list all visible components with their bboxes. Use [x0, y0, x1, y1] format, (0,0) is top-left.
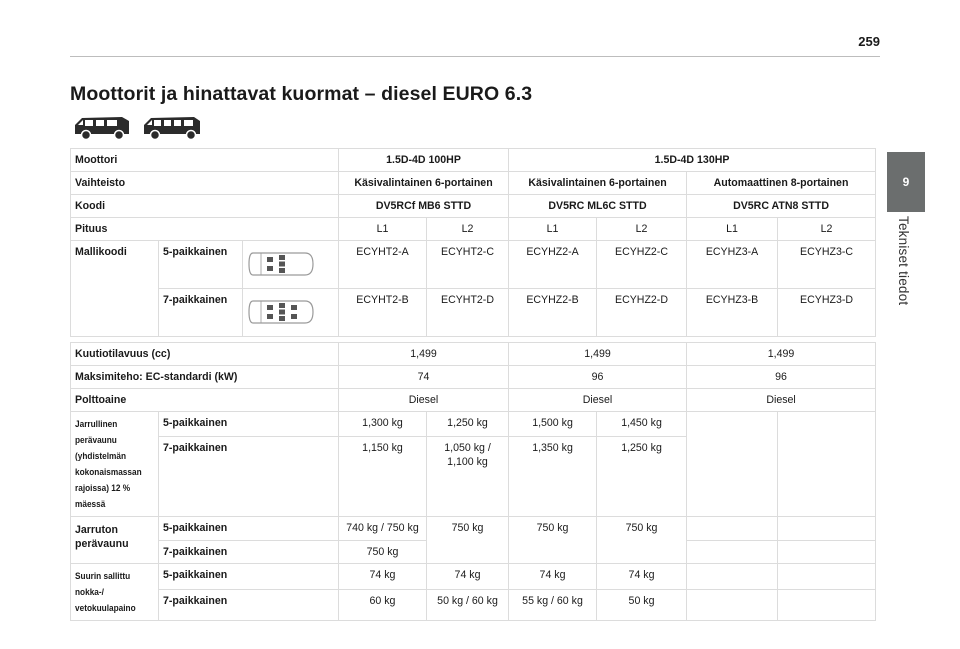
table-row [71, 389, 876, 412]
braked-value: 1,250 kg [427, 412, 509, 437]
gearbox-c: Automaattinen 8-portainen [687, 172, 876, 195]
capacity-value: 1,499 [509, 343, 687, 366]
empty-cell [687, 517, 778, 541]
capacity-value: 1,499 [339, 343, 509, 366]
table-row [71, 564, 876, 590]
model-code: ECYHZ2-B [509, 289, 597, 337]
engine-a: 1.5D-4D 100HP [339, 149, 509, 172]
van-short-icon [72, 113, 132, 141]
braked-value: 1,500 kg [509, 412, 597, 437]
seat-layout-5-icon [247, 249, 317, 279]
table-row [71, 149, 876, 172]
seat-layout-7-icon [247, 297, 317, 327]
length-cell: L1 [509, 218, 597, 241]
model-code: ECYHZ3-B [687, 289, 778, 337]
nose-value: 74 kg [427, 564, 509, 590]
table-row [71, 343, 876, 366]
length-cell: L1 [339, 218, 427, 241]
van-long-icon [142, 113, 202, 141]
model-code: ECYHZ3-C [778, 241, 876, 289]
unbraked-label: Jarruton perävaunu [71, 517, 159, 564]
model-code: ECYHT2-D [427, 289, 509, 337]
table-row [71, 218, 876, 241]
model-label: Mallikoodi [71, 241, 159, 337]
model-code: ECYHZ2-A [509, 241, 597, 289]
nose-value: 55 kg / 60 kg [509, 589, 597, 620]
nose-seat5-label: 5-paikkainen [159, 564, 339, 590]
empty-cell [687, 564, 778, 590]
length-label: Pituus [71, 218, 339, 241]
length-cell: L2 [427, 218, 509, 241]
code-c: DV5RC ATN8 STTD [687, 195, 876, 218]
length-cell: L2 [597, 218, 687, 241]
braked-value: 1,050 kg / 1,100 kg [427, 436, 509, 516]
code-label: Koodi [71, 195, 339, 218]
table-row [71, 195, 876, 218]
gearbox-label: Vaihteisto [71, 172, 339, 195]
model-code: ECYHZ2-C [597, 241, 687, 289]
unbraked-seat7-label: 7-paikkainen [159, 541, 339, 564]
unbraked-value: 750 kg [509, 517, 597, 564]
braked-value: 1,450 kg [597, 412, 687, 437]
braked-value: 1,350 kg [509, 436, 597, 516]
page-number: 259 [858, 34, 880, 49]
empty-cell [778, 589, 876, 620]
power-value: 96 [509, 366, 687, 389]
fuel-value: Diesel [339, 389, 509, 412]
page-title: Moottorit ja hinattavat kuormat – diesel EURO 6.3 [70, 83, 533, 105]
seat-diagram-cell [243, 289, 339, 337]
gearbox-b: Käsivalintainen 6-portainen [509, 172, 687, 195]
gearbox-a: Käsivalintainen 6-portainen [339, 172, 509, 195]
fuel-label: Polttoaine [71, 389, 339, 412]
seat7-label: 7-paikkainen [159, 289, 243, 337]
unbraked-value: 740 kg / 750 kg [339, 517, 427, 541]
braked-label: Jarrullinen perävaunu (yhdistelmän kokonaismassan rajoissa) 12 % mäessä [71, 412, 159, 517]
seat5-label: 5-paikkainen [159, 241, 243, 289]
capacity-value: 1,499 [687, 343, 876, 366]
empty-cell [778, 412, 876, 517]
empty-cell [687, 541, 778, 564]
empty-cell [687, 589, 778, 620]
table-row [71, 241, 876, 289]
chapter-tab[interactable]: 9 [887, 152, 925, 212]
model-code: ECYHZ3-D [778, 289, 876, 337]
capacity-label: Kuutiotilavuus (cc) [71, 343, 339, 366]
table-row [71, 517, 876, 541]
nose-value: 74 kg [597, 564, 687, 590]
table-row [71, 589, 876, 620]
braked-seat5-label: 5-paikkainen [159, 412, 339, 437]
model-code: ECYHZ2-D [597, 289, 687, 337]
code-b: DV5RC ML6C STTD [509, 195, 687, 218]
braked-value: 1,300 kg [339, 412, 427, 437]
unbraked-value: 750 kg [597, 517, 687, 564]
table-row [71, 366, 876, 389]
empty-cell [778, 541, 876, 564]
model-code: ECYHT2-A [339, 241, 427, 289]
top-rule [70, 56, 880, 57]
spec-table [70, 148, 876, 621]
engine-label: Moottori [71, 149, 339, 172]
braked-value: 1,150 kg [339, 436, 427, 516]
code-a: DV5RCf MB6 STTD [339, 195, 509, 218]
unbraked-value: 750 kg [427, 517, 509, 564]
power-label: Maksimiteho: EC-standardi (kW) [71, 366, 339, 389]
table-row [71, 412, 876, 437]
nose-value: 50 kg [597, 589, 687, 620]
power-value: 74 [339, 366, 509, 389]
length-cell: L1 [687, 218, 778, 241]
model-code: ECYHT2-B [339, 289, 427, 337]
engine-b: 1.5D-4D 130HP [509, 149, 876, 172]
empty-cell [778, 517, 876, 541]
model-code: ECYHZ3-A [687, 241, 778, 289]
braked-seat7-label: 7-paikkainen [159, 436, 339, 516]
nose-value: 50 kg / 60 kg [427, 589, 509, 620]
fuel-value: Diesel [509, 389, 687, 412]
fuel-value: Diesel [687, 389, 876, 412]
nose-label: Suurin sallittu nokka-/ vetokuulapaino [71, 564, 159, 621]
nose-value: 60 kg [339, 589, 427, 620]
seat-diagram-cell [243, 241, 339, 289]
unbraked-seat5-label: 5-paikkainen [159, 517, 339, 541]
table-row [71, 289, 876, 337]
unbraked-value: 750 kg [339, 541, 427, 564]
nose-seat7-label: 7-paikkainen [159, 589, 339, 620]
empty-cell [687, 412, 778, 517]
braked-value: 1,250 kg [597, 436, 687, 516]
empty-cell [778, 564, 876, 590]
nose-value: 74 kg [509, 564, 597, 590]
chapter-label: Tekniset tiedot [896, 216, 911, 306]
nose-value: 74 kg [339, 564, 427, 590]
table-row [71, 172, 876, 195]
model-code: ECYHT2-C [427, 241, 509, 289]
power-value: 96 [687, 366, 876, 389]
length-cell: L2 [778, 218, 876, 241]
